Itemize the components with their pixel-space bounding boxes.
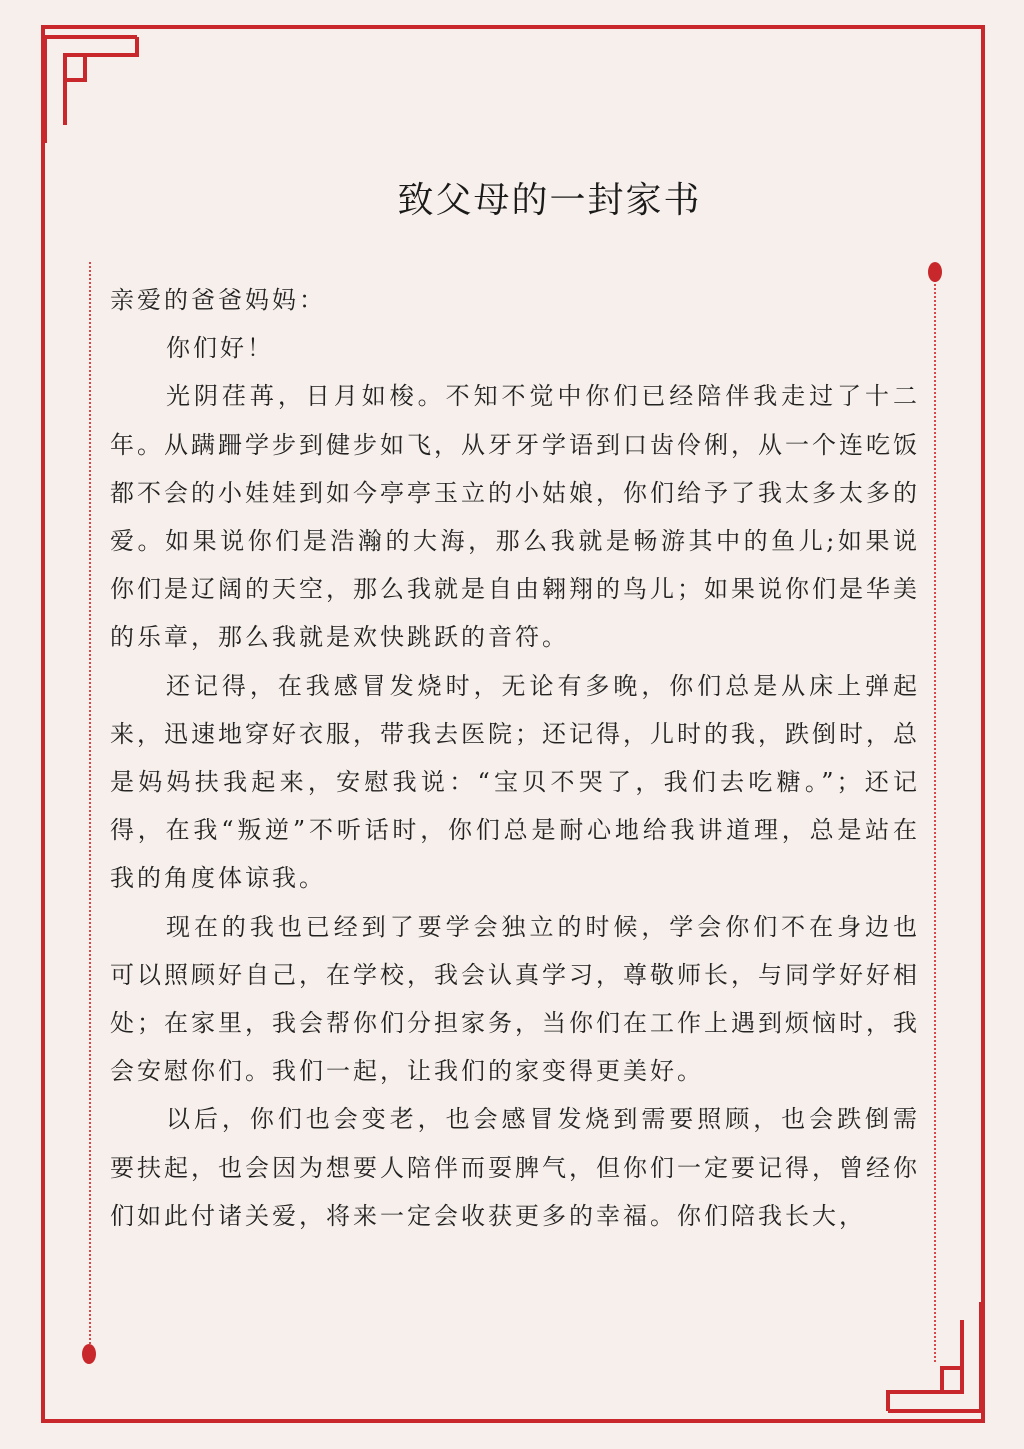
- dotted-margin-line-left: [89, 262, 91, 1352]
- red-dot-ornament: [928, 262, 942, 282]
- page-title: [0, 172, 1024, 223]
- paragraph: 光阴荏苒，日月如梭。不知不觉中你们已经陪伴我走过了十二年。从蹒跚学步到健步如飞，从牙牙学语到口齿伶俐，从一个连吃饭都不会的小娃娃到如今亭亭玉立的小姑娘，你们给予了我太多太多的爱。如果说你们是浩瀚的大海，那么我就是畅游其中的鱼儿;如果说你们是辽阔的天空，那么我就是自由翱翔的鸟儿；如果说你们是华美的乐章，那么我就是欢快跳跃的音符。: [110, 382, 920, 652]
- paragraph: 还记得，在我感冒发烧时，无论有多晚，你们总是从床上弹起来，迅速地穿好衣服，带我去医院；还记得，儿时的我，跌倒时，总是妈妈扶我起来，安慰我说：“宝贝不哭了，我们去吃糖。”；还记得，在我“叛逆”不听话时，你们总是耐心地给我讲道理，总是站在我的角度体谅我。: [110, 671, 920, 893]
- letter-body: [110, 276, 920, 1240]
- corner-ornament-top-left: [41, 25, 141, 145]
- paragraph: 现在的我也已经到了要学会独立的时候，学会你们不在身边也可以照顾好自己，在学校，我会认真学习，尊敬师长，与同学好好相处；在家里，我会帮你们分担家务，当你们在工作上遇到烦恼时，我会安慰你们。我们一起，让我们的家变得更美好。: [110, 912, 920, 1086]
- corner-ornament-bottom-right: [880, 1300, 985, 1423]
- dotted-margin-line-right: [934, 272, 936, 1362]
- red-dot-ornament: [82, 1344, 96, 1364]
- salutation: 亲爱的爸爸妈妈：: [110, 286, 326, 314]
- greeting: 你们好！: [166, 334, 274, 363]
- paragraph: 以后，你们也会变老，也会感冒发烧到需要照顾，也会跌倒需要扶起，也会因为想要人陪伴而耍脾气，但你们一定要记得，曾经你们如此付诸关爱，将来一定会收获更多的幸福。你们陪我长大，: [110, 1105, 920, 1230]
- title-text: 致父母的一封家书: [397, 180, 702, 221]
